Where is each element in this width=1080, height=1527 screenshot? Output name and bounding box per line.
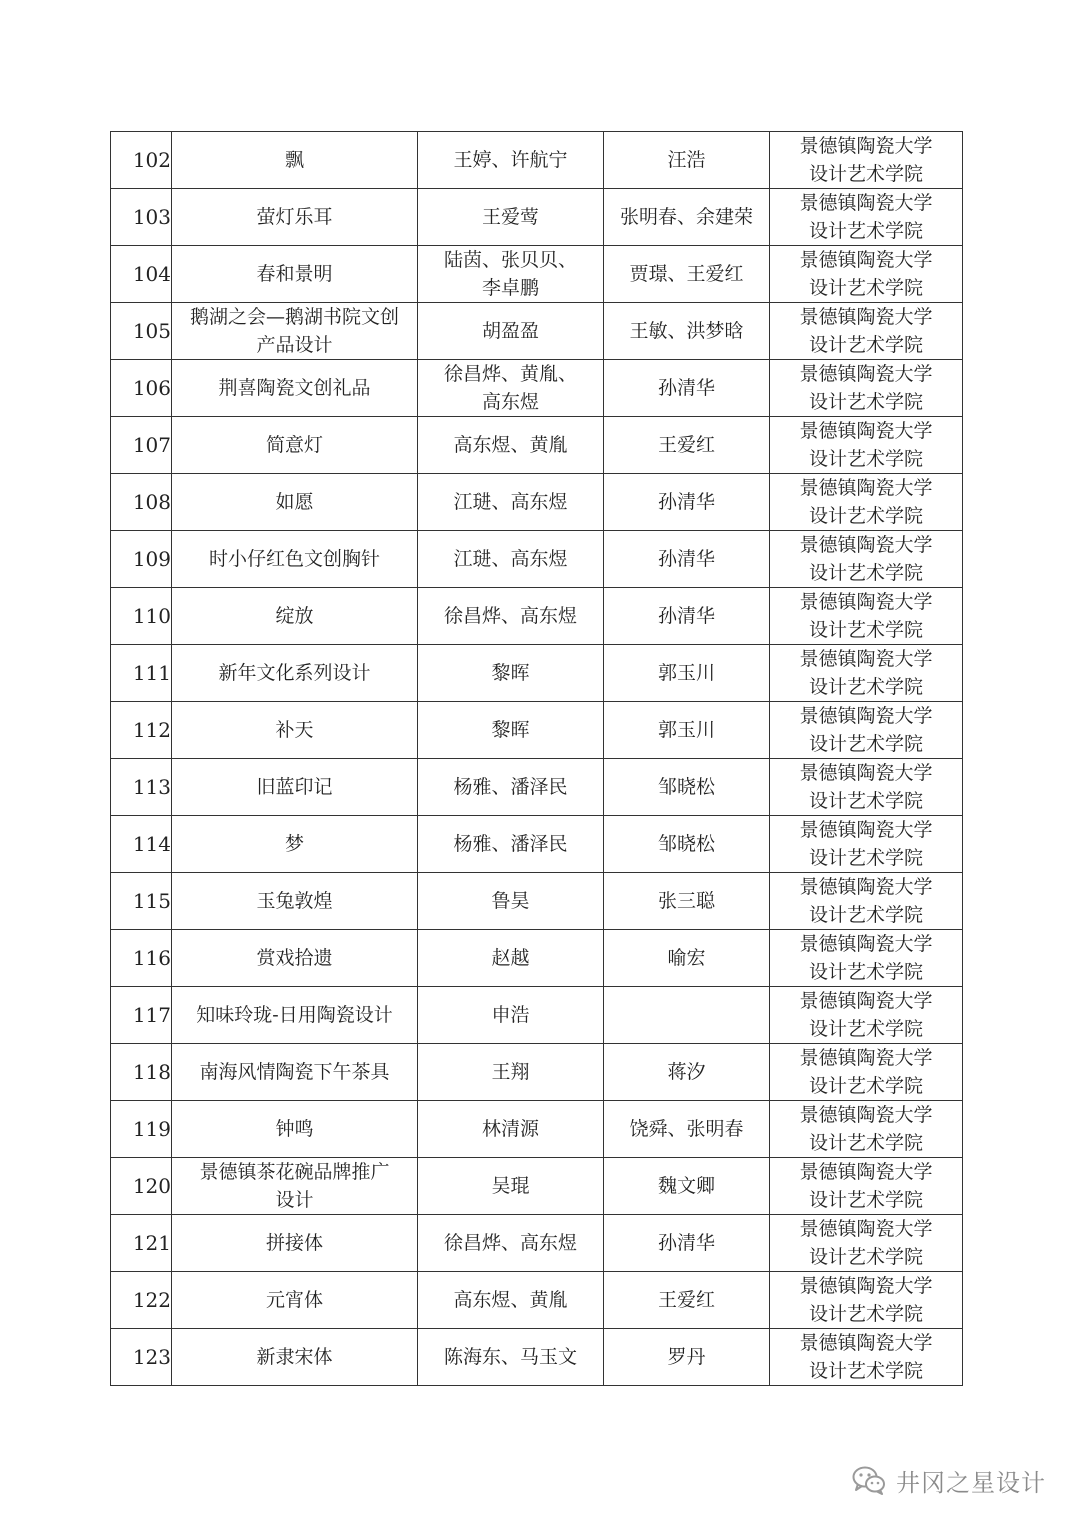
advisors: 汪浩 (667, 149, 706, 171)
row-number: 119 (132, 1117, 171, 1141)
work-title-cell (172, 531, 418, 588)
work-title: 梦 (284, 833, 304, 855)
table-row (111, 474, 963, 531)
work-title: 简意灯 (265, 434, 323, 456)
work-title-cell (172, 1329, 418, 1386)
advisors-cell (604, 417, 770, 474)
advisors: 罗丹 (667, 1346, 706, 1368)
work-title-cell (172, 189, 418, 246)
school-cell (770, 189, 963, 246)
work-title-cell (172, 873, 418, 930)
authors-cell (418, 360, 604, 417)
advisors-cell (604, 474, 770, 531)
advisors: 邹晓松 (657, 776, 715, 798)
work-title-cell (172, 303, 418, 360)
school-cell (770, 930, 963, 987)
work-title: 新隶宋体 (256, 1346, 333, 1368)
work-title-cell (172, 417, 418, 474)
school: 景德镇陶瓷大学 设计艺术学院 (799, 705, 933, 755)
authors-cell (418, 474, 604, 531)
award-list-table (110, 131, 963, 1386)
row-number-cell (111, 360, 172, 417)
work-title-cell (172, 132, 418, 189)
school-cell (770, 360, 963, 417)
school-cell (770, 1158, 963, 1215)
work-title: 南海风情陶瓷下午茶具 (199, 1061, 390, 1083)
authors: 赵越 (491, 947, 530, 969)
authors-cell (418, 1158, 604, 1215)
row-number: 110 (132, 604, 171, 628)
authors-cell (418, 189, 604, 246)
row-number: 111 (132, 661, 171, 685)
table-row (111, 1101, 963, 1158)
school-cell (770, 246, 963, 303)
watermark (852, 1462, 1046, 1498)
row-number-cell (111, 474, 172, 531)
advisors: 孙清华 (657, 1232, 715, 1254)
school: 景德镇陶瓷大学 设计艺术学院 (799, 1218, 933, 1268)
authors-cell (418, 702, 604, 759)
row-number: 115 (132, 889, 171, 913)
authors: 高东煜、黄胤 (453, 1289, 568, 1311)
school-cell (770, 303, 963, 360)
row-number: 114 (132, 832, 171, 856)
authors-cell (418, 873, 604, 930)
school: 景德镇陶瓷大学 设计艺术学院 (799, 876, 933, 926)
authors: 杨雅、潘泽民 (453, 833, 568, 855)
row-number-cell (111, 645, 172, 702)
work-title-cell (172, 588, 418, 645)
work-title-cell (172, 816, 418, 873)
table-row (111, 1215, 963, 1272)
work-title-cell (172, 246, 418, 303)
table-row (111, 987, 963, 1044)
row-number: 121 (132, 1231, 171, 1255)
authors-cell (418, 1215, 604, 1272)
row-number: 104 (132, 262, 171, 286)
school: 景德镇陶瓷大学 设计艺术学院 (799, 477, 933, 527)
authors-cell (418, 588, 604, 645)
school: 景德镇陶瓷大学 设计艺术学院 (799, 420, 933, 470)
work-title: 荆喜陶瓷文创礼品 (218, 377, 371, 399)
row-number: 113 (132, 775, 171, 799)
authors: 江琎、高东煜 (453, 491, 568, 513)
row-number-cell (111, 873, 172, 930)
school: 景德镇陶瓷大学 设计艺术学院 (799, 1104, 933, 1154)
advisors-cell (604, 930, 770, 987)
authors-cell (418, 930, 604, 987)
school: 景德镇陶瓷大学 设计艺术学院 (799, 591, 933, 641)
school-cell (770, 987, 963, 1044)
row-number: 105 (132, 319, 171, 343)
table-row (111, 303, 963, 360)
advisors-cell (604, 816, 770, 873)
work-title: 知味玲珑-日用陶瓷设计 (196, 1004, 393, 1026)
table-row (111, 1158, 963, 1215)
table-row (111, 189, 963, 246)
authors: 王翔 (491, 1061, 530, 1083)
row-number-cell (111, 930, 172, 987)
authors: 陈海东、马玉文 (443, 1346, 577, 1368)
work-title: 赏戏拾遗 (256, 947, 333, 969)
authors: 徐昌烨、高东煜 (443, 605, 577, 627)
work-title: 钟鸣 (275, 1118, 314, 1140)
advisors: 王爱红 (657, 1289, 715, 1311)
row-number: 117 (132, 1003, 171, 1027)
school-cell (770, 474, 963, 531)
school-cell (770, 816, 963, 873)
work-title: 元宵体 (265, 1289, 323, 1311)
authors-cell (418, 246, 604, 303)
school-cell (770, 873, 963, 930)
work-title: 补天 (275, 719, 314, 741)
row-number-cell (111, 1158, 172, 1215)
row-number-cell (111, 531, 172, 588)
work-title: 玉兔敦煌 (256, 890, 333, 912)
row-number: 109 (132, 547, 171, 571)
authors: 吴琨 (491, 1175, 530, 1197)
row-number-cell (111, 987, 172, 1044)
row-number: 103 (132, 205, 171, 229)
school-cell (770, 1215, 963, 1272)
work-title-cell (172, 1044, 418, 1101)
school-cell (770, 645, 963, 702)
school-cell (770, 531, 963, 588)
row-number-cell (111, 303, 172, 360)
authors: 徐昌烨、黄胤、 高东煜 (443, 363, 577, 413)
row-number-cell (111, 132, 172, 189)
advisors-cell (604, 645, 770, 702)
advisors-cell (604, 1101, 770, 1158)
advisors-cell (604, 1215, 770, 1272)
authors-cell (418, 1101, 604, 1158)
row-number-cell (111, 1272, 172, 1329)
work-title: 景德镇茶花碗品牌推广 设计 (199, 1161, 390, 1211)
row-number: 122 (132, 1288, 171, 1312)
row-number-cell (111, 246, 172, 303)
row-number: 107 (132, 433, 171, 457)
advisors: 魏文卿 (657, 1175, 715, 1197)
row-number-cell (111, 189, 172, 246)
work-title-cell (172, 1272, 418, 1329)
advisors: 张明春、余建荣 (619, 206, 753, 228)
authors: 王爱莺 (481, 206, 539, 228)
advisors-cell (604, 1329, 770, 1386)
row-number: 120 (132, 1174, 171, 1198)
advisors-cell (604, 189, 770, 246)
authors-cell (418, 645, 604, 702)
advisors: 孙清华 (657, 605, 715, 627)
table-row (111, 702, 963, 759)
row-number: 108 (132, 490, 171, 514)
row-number-cell (111, 1101, 172, 1158)
school-cell (770, 1272, 963, 1329)
authors: 黎晖 (491, 662, 530, 684)
school-cell (770, 759, 963, 816)
row-number-cell (111, 588, 172, 645)
work-title: 鹅湖之会—鹅湖书院文创 产品设计 (189, 306, 399, 356)
authors: 鲁昊 (491, 890, 530, 912)
table-body (111, 132, 963, 1386)
authors-cell (418, 987, 604, 1044)
table-row (111, 588, 963, 645)
advisors: 张三聪 (657, 890, 715, 912)
advisors-cell (604, 1272, 770, 1329)
school: 景德镇陶瓷大学 设计艺术学院 (799, 363, 933, 413)
advisors-cell (604, 531, 770, 588)
advisors-cell (604, 132, 770, 189)
advisors: 蒋汐 (667, 1061, 706, 1083)
authors: 杨雅、潘泽民 (453, 776, 568, 798)
row-number: 102 (132, 148, 171, 172)
row-number-cell (111, 1215, 172, 1272)
work-title-cell (172, 474, 418, 531)
row-number: 112 (132, 718, 171, 742)
authors-cell (418, 1329, 604, 1386)
advisors: 饶舜、张明春 (629, 1118, 744, 1140)
work-title: 旧蓝印记 (256, 776, 333, 798)
table-row (111, 1329, 963, 1386)
authors-cell (418, 303, 604, 360)
wechat-icon (852, 1465, 886, 1495)
school-cell (770, 417, 963, 474)
advisors: 王爱红 (657, 434, 715, 456)
work-title: 飘 (284, 149, 304, 171)
advisors-cell (604, 588, 770, 645)
advisors-cell (604, 987, 770, 1044)
row-number: 123 (132, 1345, 171, 1369)
table-row (111, 132, 963, 189)
advisors: 孙清华 (657, 491, 715, 513)
table-row (111, 873, 963, 930)
school-cell (770, 132, 963, 189)
authors: 王婷、许航宁 (453, 149, 568, 171)
school-cell (770, 588, 963, 645)
authors: 徐昌烨、高东煜 (443, 1232, 577, 1254)
advisors-cell (604, 246, 770, 303)
authors: 高东煜、黄胤 (453, 434, 568, 456)
school: 景德镇陶瓷大学 设计艺术学院 (799, 648, 933, 698)
advisors: 郭玉川 (657, 662, 715, 684)
work-title: 如愿 (275, 491, 314, 513)
advisors-cell (604, 1044, 770, 1101)
school: 景德镇陶瓷大学 设计艺术学院 (799, 249, 933, 299)
authors: 胡盈盈 (481, 320, 539, 342)
work-title: 拼接体 (265, 1232, 323, 1254)
advisors-cell (604, 873, 770, 930)
school: 景德镇陶瓷大学 设计艺术学院 (799, 306, 933, 356)
authors-cell (418, 1044, 604, 1101)
advisors-cell (604, 303, 770, 360)
row-number: 116 (132, 946, 171, 970)
school: 景德镇陶瓷大学 设计艺术学院 (799, 1332, 933, 1382)
school: 景德镇陶瓷大学 设计艺术学院 (799, 192, 933, 242)
advisors: 孙清华 (657, 548, 715, 570)
row-number-cell (111, 816, 172, 873)
authors-cell (418, 132, 604, 189)
school: 景德镇陶瓷大学 设计艺术学院 (799, 819, 933, 869)
work-title-cell (172, 930, 418, 987)
table-row (111, 531, 963, 588)
school: 景德镇陶瓷大学 设计艺术学院 (799, 762, 933, 812)
advisors: 邹晓松 (657, 833, 715, 855)
authors: 黎晖 (491, 719, 530, 741)
advisors-cell (604, 1158, 770, 1215)
school: 景德镇陶瓷大学 设计艺术学院 (799, 1047, 933, 1097)
row-number-cell (111, 417, 172, 474)
school: 景德镇陶瓷大学 设计艺术学院 (799, 990, 933, 1040)
work-title-cell (172, 645, 418, 702)
authors: 江琎、高东煜 (453, 548, 568, 570)
work-title: 时小仔红色文创胸针 (208, 548, 380, 570)
row-number-cell (111, 1044, 172, 1101)
advisors: 贾璟、王爱红 (629, 263, 744, 285)
row-number: 106 (132, 376, 171, 400)
advisors-cell (604, 360, 770, 417)
work-title: 春和景明 (256, 263, 333, 285)
advisors: 王敏、洪梦晗 (629, 320, 744, 342)
advisors: 郭玉川 (657, 719, 715, 741)
authors-cell (418, 417, 604, 474)
table-row (111, 1044, 963, 1101)
school-cell (770, 1329, 963, 1386)
school: 景德镇陶瓷大学 设计艺术学院 (799, 1275, 933, 1325)
school: 景德镇陶瓷大学 设计艺术学院 (799, 534, 933, 584)
authors-cell (418, 531, 604, 588)
work-title: 绽放 (275, 605, 314, 627)
row-number-cell (111, 759, 172, 816)
work-title: 新年文化系列设计 (218, 662, 371, 684)
table-row (111, 645, 963, 702)
table-row (111, 417, 963, 474)
work-title-cell (172, 759, 418, 816)
watermark-text: 井冈之星设计 (896, 1468, 1046, 1497)
school-cell (770, 702, 963, 759)
table-row (111, 930, 963, 987)
table-row (111, 360, 963, 417)
school-cell (770, 1044, 963, 1101)
advisors-cell (604, 759, 770, 816)
table-row (111, 1272, 963, 1329)
advisors: 喻宏 (667, 947, 706, 969)
authors: 林清源 (481, 1118, 539, 1140)
table-row (111, 816, 963, 873)
work-title-cell (172, 1101, 418, 1158)
row-number-cell (111, 702, 172, 759)
work-title-cell (172, 702, 418, 759)
advisors: 孙清华 (657, 377, 715, 399)
school: 景德镇陶瓷大学 设计艺术学院 (799, 135, 933, 185)
row-number: 118 (132, 1060, 171, 1084)
work-title-cell (172, 360, 418, 417)
school: 景德镇陶瓷大学 设计艺术学院 (799, 1161, 933, 1211)
authors-cell (418, 1272, 604, 1329)
school-cell (770, 1101, 963, 1158)
work-title-cell (172, 987, 418, 1044)
work-title: 萤灯乐耳 (256, 206, 333, 228)
authors-cell (418, 759, 604, 816)
authors-cell (418, 816, 604, 873)
table-row (111, 246, 963, 303)
table-row (111, 759, 963, 816)
work-title-cell (172, 1215, 418, 1272)
authors: 陆茵、张贝贝、 李卓鹏 (443, 249, 577, 299)
advisors-cell (604, 702, 770, 759)
row-number-cell (111, 1329, 172, 1386)
authors: 申浩 (491, 1004, 530, 1026)
work-title-cell (172, 1158, 418, 1215)
school: 景德镇陶瓷大学 设计艺术学院 (799, 933, 933, 983)
